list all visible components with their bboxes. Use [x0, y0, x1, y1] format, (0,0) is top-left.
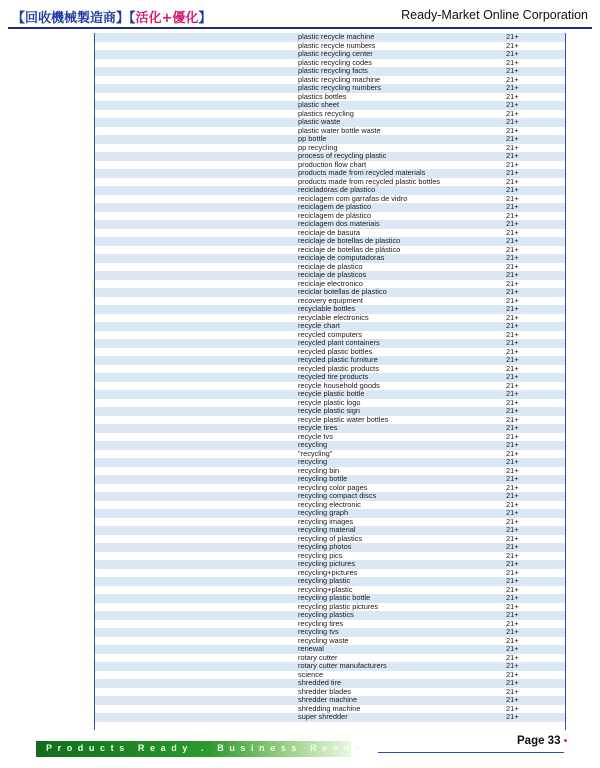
keyword-cell: plastics recycling: [298, 108, 354, 118]
count-cell: 21+: [506, 202, 519, 211]
count-cell: 21+: [506, 117, 519, 126]
keyword-cell: products made from recycled materials: [298, 168, 426, 177]
keyword-cell: recycling: [298, 440, 328, 449]
count-cell: 21+: [506, 363, 519, 373]
count-cell: 21+: [506, 542, 519, 551]
keyword-cell: plastic recycling center: [298, 49, 373, 58]
keyword-cell: recycle tires: [298, 423, 338, 432]
count-cell: 21+: [506, 635, 519, 645]
keyword-cell: recycling photos: [298, 542, 352, 551]
keyword-cell: recycle chart: [298, 321, 340, 330]
keyword-cell: recycling tires: [298, 618, 344, 628]
count-cell: 21+: [506, 151, 519, 160]
page-number: [517, 735, 567, 747]
keyword-cell: recycled plastic furniture: [298, 355, 378, 364]
count-cell: 21+: [506, 261, 519, 271]
keyword-cell: products made from recycled plastic bottles: [298, 176, 441, 186]
keyword-cell: recycle plastic water bottles: [298, 414, 389, 424]
count-cell: 21+: [506, 372, 519, 381]
count-cell: 21+: [506, 33, 519, 41]
count-cell: 21+: [506, 593, 519, 602]
count-cell: 21+: [506, 185, 519, 194]
keyword-cell: super shredder: [298, 712, 348, 721]
count-cell: 21+: [506, 397, 519, 407]
header-category-open: 【回收機械製造商】【: [12, 11, 136, 26]
keyword-cell: reciclaje electronico: [298, 278, 363, 288]
count-cell: 21+: [506, 125, 519, 135]
count-cell: 21+: [506, 159, 519, 169]
keyword-cell: recycle plastic bottle: [298, 389, 365, 398]
keyword-cell: recycling color pages: [298, 482, 368, 492]
table-row: [95, 713, 565, 722]
page-dot-icon: •: [563, 736, 568, 747]
count-cell: 21+: [506, 516, 519, 526]
keyword-cell: reciclaje de computadoras: [298, 253, 385, 262]
keyword-cell: recovery equipment: [298, 295, 363, 305]
count-cell: 21+: [506, 576, 519, 585]
count-cell: 21+: [506, 474, 519, 483]
keyword-cell: recyclable electronics: [298, 312, 369, 322]
count-cell: 21+: [506, 440, 519, 449]
count-cell: 21+: [506, 321, 519, 330]
count-cell: 21+: [506, 210, 519, 220]
keyword-cell: plastic recycling facts: [298, 66, 368, 75]
count-cell: 21+: [506, 686, 519, 696]
footer-slogan: Products Ready . Business Ready: [46, 743, 366, 753]
keyword-cell: shredded tire: [298, 678, 342, 687]
keyword-cell: recycle plastic logo: [298, 397, 361, 407]
count-cell: 21+: [506, 49, 519, 58]
count-cell: 21+: [506, 304, 519, 313]
count-cell: 21+: [506, 431, 519, 441]
keyword-cell: shredding machine: [298, 703, 361, 713]
keyword-cell: recycling images: [298, 516, 354, 526]
count-cell: 21+: [506, 703, 519, 713]
keyword-cell: science: [298, 669, 324, 679]
keyword-cell: reciclaje de basura: [298, 227, 361, 237]
header-category-accent: 活化+優化: [135, 11, 199, 26]
keyword-cell: renewal: [298, 644, 324, 653]
count-cell: 21+: [506, 40, 519, 50]
header-company-category: [12, 7, 211, 26]
keyword-cell: recycling material: [298, 525, 356, 534]
keyword-cell: recycling: [298, 457, 328, 466]
keyword-cell: recycling plastic: [298, 576, 351, 585]
count-cell: 21+: [506, 712, 519, 721]
count-cell: 21+: [506, 176, 519, 186]
count-cell: 21+: [506, 312, 519, 322]
keyword-cell: recycling plastics: [298, 610, 354, 619]
keyword-cell: recycle tvs: [298, 431, 333, 441]
count-cell: 21+: [506, 525, 519, 534]
count-cell: 21+: [506, 601, 519, 611]
count-cell: 21+: [506, 346, 519, 356]
count-cell: 21+: [506, 244, 519, 254]
count-cell: 21+: [506, 389, 519, 398]
keyword-cell: reciclaje de botellas de plastico: [298, 236, 401, 245]
count-cell: 21+: [506, 610, 519, 619]
count-cell: 21+: [506, 295, 519, 305]
count-cell: 21+: [506, 287, 519, 296]
keyword-cell: recycling plastic pictures: [298, 601, 379, 611]
keyword-cell: recycled tire products: [298, 372, 369, 381]
count-cell: 21+: [506, 253, 519, 262]
count-cell: 21+: [506, 465, 519, 475]
count-cell: 21+: [506, 644, 519, 653]
keyword-cell: process of recycling plastic: [298, 151, 387, 160]
keyword-cell: recyclable bottles: [298, 304, 356, 313]
count-cell: 21+: [506, 627, 519, 636]
count-cell: 21+: [506, 491, 519, 500]
keyword-cell: reciclagem com garrafas de vidro: [298, 193, 408, 203]
count-cell: 21+: [506, 669, 519, 679]
count-cell: 21+: [506, 270, 519, 279]
keyword-cell: production flow chart: [298, 159, 367, 169]
keyword-cell: recycling+pictures: [298, 567, 358, 577]
count-cell: 21+: [506, 423, 519, 432]
count-cell: 21+: [506, 57, 519, 67]
page-number-label: Page 33: [517, 735, 561, 747]
header-category-close: 】: [198, 11, 212, 26]
keyword-cell: shredder machine: [298, 695, 358, 704]
count-cell: 21+: [506, 533, 519, 543]
count-cell: 21+: [506, 66, 519, 75]
count-cell: 21+: [506, 338, 519, 347]
keyword-cell: plastic waste: [298, 117, 341, 126]
count-cell: 21+: [506, 678, 519, 687]
keyword-cell: recycle household goods: [298, 380, 380, 390]
keyword-cell: recycled plastic products: [298, 363, 379, 373]
keyword-cell: plastic recycling numbers: [298, 83, 381, 92]
keyword-cell: recycling tvs: [298, 627, 339, 636]
count-cell: 21+: [506, 236, 519, 245]
keyword-cell: plastics bottles: [298, 91, 347, 101]
keyword-cell: recycling bin: [298, 465, 340, 475]
keyword-cell: plastic recycling codes: [298, 57, 372, 67]
keyword-cell: plastic sheet: [298, 100, 340, 109]
footer-slogan-bar: [36, 741, 366, 757]
table-row: [95, 450, 565, 459]
count-cell: 21+: [506, 559, 519, 568]
keyword-cell: rotary cutter: [298, 652, 338, 662]
count-cell: 21+: [506, 108, 519, 118]
keyword-cell: recycling graph: [298, 508, 349, 517]
count-cell: 21+: [506, 380, 519, 390]
keyword-cell: recycling plastic bottle: [298, 593, 371, 602]
keyword-cell: plastic water bottle waste: [298, 125, 381, 135]
keyword-cell: recycling waste: [298, 635, 349, 645]
keyword-cell: reciclaje de plasticos: [298, 270, 367, 279]
keyword-cell: recycled computers: [298, 329, 363, 339]
header-corporation-name: Ready-Market Online Corporation: [401, 8, 588, 22]
keyword-cell: recycled plastic bottles: [298, 346, 373, 356]
count-cell: 21+: [506, 227, 519, 237]
keyword-cell: recycle plastic sign: [298, 406, 361, 415]
count-cell: 21+: [506, 550, 519, 560]
count-cell: 21+: [506, 100, 519, 109]
count-cell: 21+: [506, 584, 519, 594]
count-cell: 21+: [506, 448, 519, 458]
keyword-cell: rotary cutter manufacturers: [298, 661, 387, 670]
keyword-cell: recycling bottle: [298, 474, 348, 483]
keyword-cell: reciclagem de plástico: [298, 210, 372, 220]
count-cell: 21+: [506, 355, 519, 364]
keyword-cell: reciclar botellas de plastico: [298, 287, 387, 296]
keyword-cell: recycled plant containers: [298, 338, 380, 347]
keyword-cell: pp bottle: [298, 134, 327, 143]
count-cell: 21+: [506, 695, 519, 704]
footer-divider: [378, 752, 564, 753]
table-row: [95, 662, 565, 671]
keyword-cell: pp recycling: [298, 142, 338, 152]
count-cell: 21+: [506, 329, 519, 339]
count-cell: 21+: [506, 618, 519, 628]
count-cell: 21+: [506, 168, 519, 177]
header-divider: [8, 27, 592, 29]
count-cell: 21+: [506, 134, 519, 143]
table-row: [95, 433, 565, 442]
keyword-table: [94, 33, 566, 730]
page-header: [0, 0, 600, 30]
keyword-cell: recycling electronic: [298, 499, 361, 509]
count-cell: 21+: [506, 652, 519, 662]
keyword-cell: recicladoras de plastico: [298, 185, 376, 194]
count-cell: 21+: [506, 661, 519, 670]
keyword-cell: reciclagem de plastico: [298, 202, 372, 211]
keyword-cell: recycling pics: [298, 550, 343, 560]
keyword-cell: plastic recycling machine: [298, 74, 381, 84]
count-cell: 21+: [506, 499, 519, 509]
count-cell: 21+: [506, 193, 519, 203]
keyword-cell: "recycling": [298, 448, 333, 458]
count-cell: 21+: [506, 278, 519, 288]
count-cell: 21+: [506, 508, 519, 517]
count-cell: 21+: [506, 142, 519, 152]
count-cell: 21+: [506, 457, 519, 466]
keyword-cell: reciclagem dos materiais: [298, 219, 380, 228]
count-cell: 21+: [506, 91, 519, 101]
keyword-cell: plastic recycle numbers: [298, 40, 376, 50]
keyword-cell: reciclaje de botellas de plástico: [298, 244, 401, 254]
count-cell: 21+: [506, 406, 519, 415]
table-row: [95, 127, 565, 136]
count-cell: 21+: [506, 482, 519, 492]
count-cell: 21+: [506, 567, 519, 577]
count-cell: 21+: [506, 414, 519, 424]
keyword-cell: plastic recycle machine: [298, 33, 375, 41]
keyword-cell: recycling pictures: [298, 559, 356, 568]
keyword-cell: shredder blades: [298, 686, 352, 696]
count-cell: 21+: [506, 219, 519, 228]
count-cell: 21+: [506, 74, 519, 84]
keyword-cell: recycling+plastic: [298, 584, 353, 594]
keyword-cell: recycling compact discs: [298, 491, 377, 500]
keyword-cell: recycling of plastics: [298, 533, 363, 543]
table-row: [95, 637, 565, 646]
keyword-cell: reciclaje de plastico: [298, 261, 363, 271]
count-cell: 21+: [506, 83, 519, 92]
